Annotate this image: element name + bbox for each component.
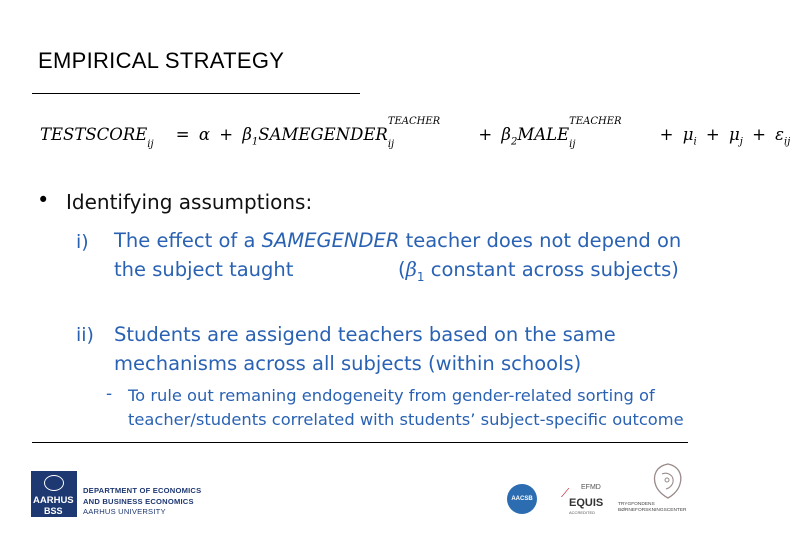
eq-mu-i-sub: i <box>693 136 697 148</box>
eq-epsilon: ε <box>775 125 784 144</box>
child-research-crest-icon <box>646 462 690 500</box>
eq-plus-4: + <box>705 125 720 144</box>
title-underline <box>32 93 360 94</box>
eq-lhs: TESTSCORE <box>40 125 148 144</box>
item-1-line1-post: teacher does not depend on <box>399 229 682 252</box>
item-1-line2-right-text: constant across subjects) <box>424 258 679 281</box>
eq-plus-5: + <box>752 125 766 144</box>
sub-item-line1: To rule out remaning endogeneity from gender-related sorting of <box>128 386 655 405</box>
eq-beta2-sub: 2 <box>510 136 518 148</box>
item-1-beta: β <box>405 258 417 281</box>
eq-mu-j: μ <box>728 125 740 144</box>
item-1-line1-em: SAMEGENDER <box>261 229 400 252</box>
eq-mu-j-sub: j <box>739 136 743 148</box>
item-2-line2: mechanisms across all subjects (within schools) <box>114 352 582 375</box>
eq-term1-sup: TEACHER <box>387 116 441 127</box>
item-2-line1: Students are assigend teachers based on the same <box>114 323 616 346</box>
item-2-number: ii) <box>76 324 94 346</box>
eq-plus-1: + <box>219 125 234 144</box>
regression-equation <box>40 116 790 159</box>
sub-item-dash: - <box>106 384 113 404</box>
eq-mu-i: μ <box>682 125 694 144</box>
equis-label: EQUIS <box>569 497 604 509</box>
item-1-text <box>114 226 704 284</box>
aarhus-bss-logo <box>31 471 77 517</box>
eq-plus-3: + <box>659 125 674 144</box>
sub-item-line2: teacher/students correlated with students’ subject-specific outcome <box>128 410 684 429</box>
item-1-line2-left: the subject taught <box>114 258 294 281</box>
eq-lhs-sub: ij <box>147 139 154 150</box>
eq-term2-sup: TEACHER <box>569 116 622 127</box>
efmd-label: EFMD <box>581 484 601 491</box>
sub-item-text <box>128 384 708 432</box>
eq-equals: = <box>175 125 190 144</box>
dept-line-2: AND BUSINESS ECONOMICS <box>83 496 194 506</box>
eq-beta2: β <box>501 125 511 144</box>
trygfonden-line-2: BØRNEFORSKNINGSCENTER <box>618 508 687 513</box>
eq-term1: SAMEGENDER <box>258 125 388 144</box>
equis-sub-label: ACCREDITED <box>569 510 596 515</box>
aacsb-logo: AACSB <box>507 484 537 514</box>
aarhus-seal-icon <box>44 475 64 491</box>
slide-title: EMPIRICAL STRATEGY <box>38 48 285 73</box>
eq-samegender <box>258 116 441 150</box>
item-1-paren: ( <box>398 258 406 281</box>
trygfonden-text <box>618 502 687 514</box>
eq-beta1-sub: 1 <box>251 136 259 148</box>
au-logo-unit: BSS <box>44 506 63 516</box>
eq-alpha: α <box>198 125 211 144</box>
item-1-beta-sub: 1 <box>416 269 425 284</box>
eq-epsilon-sub: ij <box>784 136 790 148</box>
trygfonden-logo <box>616 462 692 522</box>
item-1-number: i) <box>76 231 89 253</box>
eq-testscore <box>40 125 154 150</box>
item-2-text <box>114 320 704 378</box>
trygfonden-line-1: TRYGFONDENS <box>618 502 655 507</box>
department-name <box>83 486 201 518</box>
eq-beta1: β <box>242 125 252 144</box>
au-logo-name: AARHUS <box>33 495 74 506</box>
equis-mark-icon: ⟋ <box>561 486 570 500</box>
item-1-line1-pre: The effect of a <box>114 229 262 252</box>
eq-plus-2: + <box>478 125 493 144</box>
eq-male <box>517 116 622 150</box>
dept-line-1: DEPARTMENT OF ECONOMICS <box>83 486 202 495</box>
bullet-icon: • <box>37 188 50 212</box>
item-1-line2-right <box>398 255 679 292</box>
assumptions-heading: Identifying assumptions: <box>66 190 313 214</box>
footer-divider <box>32 442 688 443</box>
eq-term2: MALE <box>517 125 570 144</box>
eq-term1-sub: ij <box>387 139 395 150</box>
eq-term2-sub: ij <box>569 139 576 150</box>
dept-line-3: AARHUS UNIVERSITY <box>83 507 166 516</box>
